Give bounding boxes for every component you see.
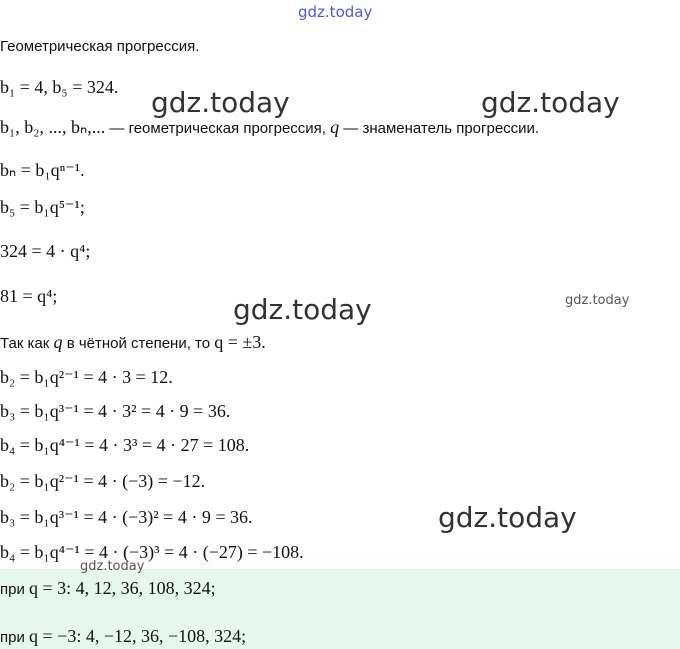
conclusion-text-1: Так как bbox=[0, 335, 54, 352]
page-title: Геометрическая прогрессия. bbox=[0, 38, 200, 55]
answer-prefix: при bbox=[0, 581, 30, 598]
answer-prefix: при bbox=[0, 629, 30, 646]
definition-text-1: — геометрическая прогрессия, bbox=[105, 120, 331, 137]
sequence-notation: b₁, b₂, ..., bₙ,... bbox=[0, 117, 106, 137]
watermark: gdz.today bbox=[438, 501, 577, 534]
watermark-top: gdz.today bbox=[298, 3, 373, 21]
calc-b4-positive: b₄ = b₁q⁴⁻¹ = 4 · 3³ = 4 · 27 = 108. bbox=[0, 435, 250, 455]
watermark: gdz.today bbox=[233, 293, 372, 326]
definition-line bbox=[0, 117, 539, 138]
equation-81: 81 = q⁴; bbox=[0, 286, 58, 306]
formula-b5: b₅ = b₁q⁵⁻¹; bbox=[0, 197, 85, 217]
conclusion-text-2: в чётной степени, то bbox=[62, 335, 215, 352]
given-values: b₁ = 4, b₅ = 324. bbox=[0, 77, 119, 97]
definition-text-2: — знаменатель прогрессии. bbox=[339, 120, 540, 137]
formula-general: bₙ = b₁qⁿ⁻¹. bbox=[0, 160, 85, 180]
calc-b2-negative: b₂ = b₁q²⁻¹ = 4 · (−3) = −12. bbox=[0, 471, 206, 491]
conclusion-line bbox=[0, 332, 266, 353]
calc-b3-positive: b₃ = b₁q³⁻¹ = 4 · 3² = 4 · 9 = 36. bbox=[0, 401, 231, 421]
watermark: gdz.today bbox=[151, 86, 290, 119]
answer-positive bbox=[0, 578, 216, 599]
watermark: gdz.today bbox=[565, 293, 630, 308]
conclusion-equation: q = ±3. bbox=[214, 332, 266, 352]
watermark: gdz.today bbox=[80, 559, 145, 574]
answer-negative bbox=[0, 626, 246, 647]
calc-b2-positive: b₂ = b₁q²⁻¹ = 4 · 3 = 12. bbox=[0, 367, 173, 387]
equation-324: 324 = 4 · q⁴; bbox=[0, 241, 91, 261]
ratio-symbol: q bbox=[330, 117, 340, 137]
answer-negative-values: q = −3: 4, −12, 36, −108, 324; bbox=[29, 626, 247, 646]
calc-b3-negative: b₃ = b₁q³⁻¹ = 4 · (−3)² = 4 · 9 = 36. bbox=[0, 507, 253, 527]
conclusion-q: q bbox=[53, 332, 63, 352]
answer-positive-values: q = 3: 4, 12, 36, 108, 324; bbox=[29, 578, 216, 598]
watermark: gdz.today bbox=[481, 86, 620, 119]
calc-b4-negative: b₄ = b₁q⁴⁻¹ = 4 · (−3)³ = 4 · (−27) = −108. bbox=[0, 542, 304, 562]
